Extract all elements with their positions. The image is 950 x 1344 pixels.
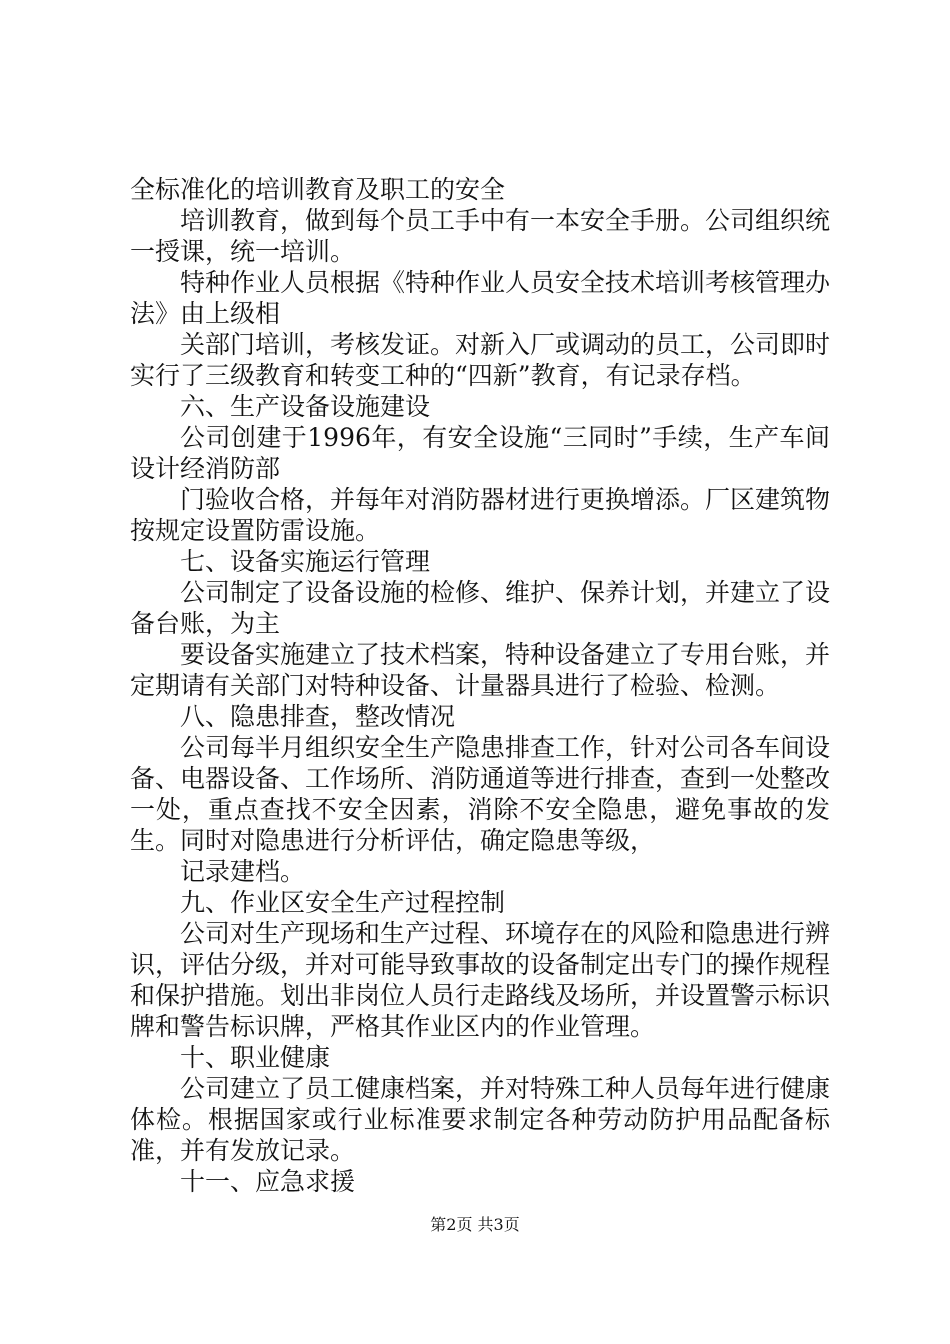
paragraph-1: 全标准化的培训教育及职工的安全 [130, 175, 506, 204]
paragraph-6: 公司创建于1996年，有安全设施“三同时”手续，生产车间设计经消防部 [130, 423, 830, 483]
section-heading-10: 十、职业健康 [180, 1043, 331, 1072]
paragraph-12: 公司每半月组织安全生产隐患排查工作，针对公司各车间设备、电器设备、工作场所、消防通道等进行排查，查到一处整改一处，重点查找不安全因素，消除不安全隐患，避免事故的发生。同时对隐患进行分析评估，确定隐患等级， [130, 733, 831, 855]
paragraph-2: 培训教育，做到每个员工手中有一本安全手册。公司组织统一授课，统一培训。 [130, 206, 831, 266]
paragraph-17: 公司建立了员工健康档案，并对特殊工种人员每年进行健康体检。根据国家或行业标准要求制定各种劳动防护用品配备标准，并有发放记录。 [130, 1074, 831, 1165]
section-heading-11: 十一、应急求援 [180, 1167, 356, 1196]
document-body [130, 174, 830, 1197]
paragraph-4: 关部门培训，考核发证。对新入厂或调动的员工，公司即时实行了三级教育和转变工种的“四新”教育，有记录存档。 [130, 330, 831, 390]
paragraph-15: 公司对生产现场和生产过程、环境存在的风险和隐患进行辨识，评估分级，并对可能导致事故的设备制定出专门的操作规程和保护措施。划出非岗位人员行走路线及场所，并设置警示标识牌和警告标识牌，严格其作业区内的作业管理。 [130, 919, 831, 1041]
paragraph-3: 特种作业人员根据《特种作业人员安全技术培训考核管理办法》由上级相 [130, 268, 831, 328]
section-heading-8: 八、隐患排查，整改情况 [180, 702, 456, 731]
page-footer [0, 1215, 950, 1235]
paragraph-10: 要设备实施建立了技术档案，特种设备建立了专用台账，并定期请有关部门对特种设备、计量器具进行了检验、检测。 [130, 640, 831, 700]
section-heading-7: 七、设备实施运行管理 [180, 547, 431, 576]
paragraph-9: 公司制定了设备设施的检修、维护、保养计划，并建立了设备台账，为主 [130, 578, 831, 638]
paragraph-13: 记录建档。 [180, 857, 306, 886]
section-heading-6: 六、生产设备设施建设 [180, 392, 431, 421]
page-number: 第2页 共3页 [430, 1215, 520, 1234]
paragraph-7: 门验收合格，并每年对消防器材进行更换增添。厂区建筑物按规定设置防雷设施。 [130, 485, 831, 545]
section-heading-9: 九、作业区安全生产过程控制 [180, 888, 506, 917]
